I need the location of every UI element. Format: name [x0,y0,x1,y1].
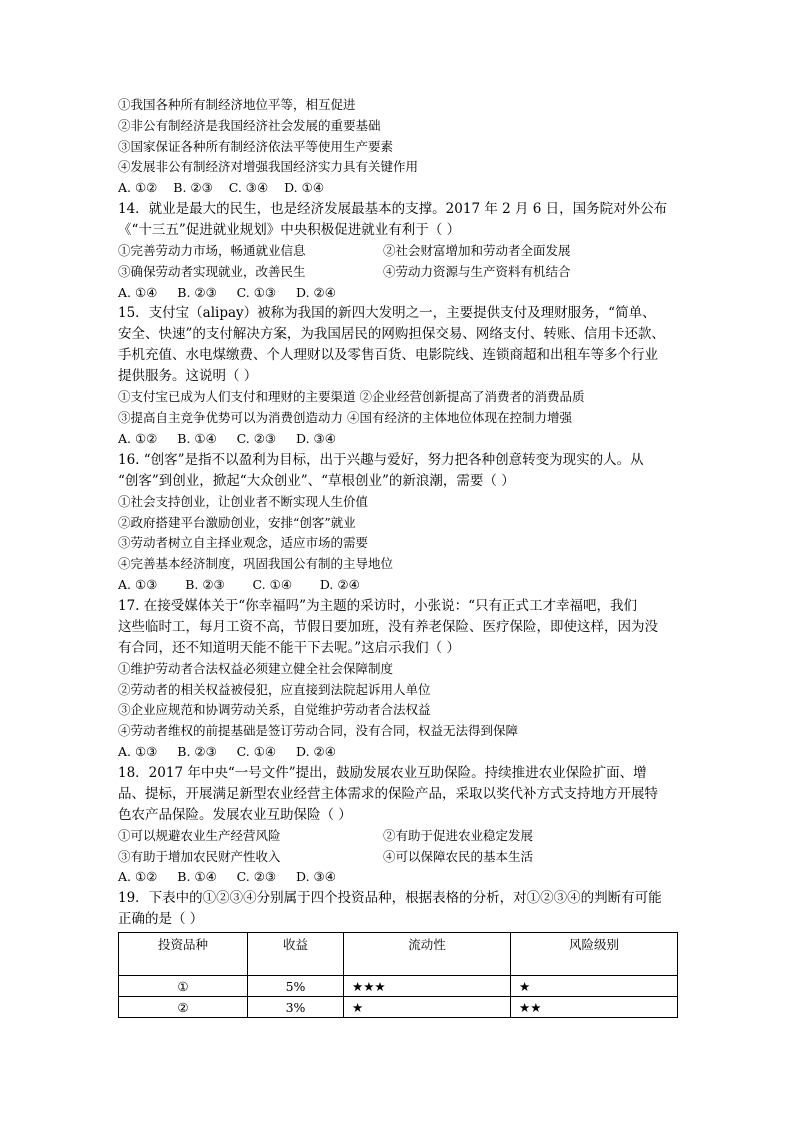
table-row [119,997,678,1018]
q14-stem-line-1: 14．就业是最大的民生，也是经济发展最基本的支撑。2017 年 2 月 6 日，国务院对外公布 [118,200,668,217]
q14-item-2: ②社会财富增加和劳动者全面发展 [383,242,571,258]
q15-stem-line-1: 15．支付宝（alipay）被称为我国的新四大发明之一，主要提供支付及理财服务，“简单、 [118,305,656,322]
q18-stem-line-2: 品、提标，开展满足新型农业经营主体需求的保险产品，采取以奖代补方式支持地方开展特 [118,785,658,802]
table-header-cell: 收益 [248,933,344,976]
table-cell: 3% [248,997,344,1018]
table-header-row [119,933,678,976]
q18-item-1: ①可以规避农业生产经营风险 [118,827,281,843]
q14-stem-line-2: 《“十三五”促进就业规划》中央积极促进就业有利于（ ） [118,221,461,238]
q15-items-row-1: ①支付宝已成为人们支付和理财的主要渠道 ②企业经营创新提高了消费者的消费品质 [118,389,585,405]
q19-stem-line-2: 正确的是（ ） [118,911,204,928]
q18-item-2: ②有助于促进农业稳定发展 [383,827,534,843]
q13-item-2: ②非公有制经济是我国经济社会发展的重要基础 [118,117,381,133]
q16-stem-line-2: “创客”到创业，掀起“大众创业”、“草根创业”的新浪潮，需要（ ） [118,472,515,489]
table-cell: ★ [511,976,678,997]
q16-item-4: ④完善基本经济制度，巩固我国公有制的主导地位 [118,556,394,572]
q16-item-3: ③劳动者树立自主择业观念，适应市场的需要 [118,535,369,551]
q14-item-1: ①完善劳动力市场，畅通就业信息 [118,242,306,258]
q16-stem-line-1: 16. “创客”是指不以盈利为目标，出于兴趣与爱好，努力把各种创意转变为现实的人。从 [118,451,644,468]
q13-options: A. ①② B. ②③ C. ③④ D. ①④ [118,180,325,196]
q14-item-3: ③确保劳动者实现就业，改善民生 [118,263,306,279]
table-row [119,976,678,997]
table-header-cell: 流动性 [344,933,511,976]
table-header-cell: 风险级别 [511,933,678,976]
q17-stem-line-1: 17. 在接受媒体关于“你幸福吗”为主题的采访时，小张说：“只有正式工才幸福吧，我们 [118,597,637,614]
q13-item-3: ③国家保证各种所有制经济依法平等使用生产要素 [118,138,394,154]
q18-items-row-1 [118,826,678,847]
q16-item-1: ①社会支持创业，让创业者不断实现人生价值 [118,493,369,509]
table-cell: ② [119,997,248,1018]
q18-item-4: ④可以保障农民的基本生活 [383,848,534,864]
q16-options: A. ①③ B. ②③ C. ①④ D. ②④ [118,576,360,592]
q13-item-4: ④发展非公有制经济对增强我国经济实力具有关键作用 [118,159,419,175]
q15-options: A. ①② B. ①④ C. ②③ D. ③④ [118,430,336,446]
exam-page [118,95,678,1018]
q18-item-3: ③有助于增加农民财产性收入 [118,848,281,864]
q14-items-row-1 [118,241,678,262]
q19-stem-line-1: 19．下表中的①②③④分别属于四个投资品种，根据表格的分析，对①②③④的判断有可能 [118,890,662,907]
investment-table [118,932,678,1018]
q15-items-row-2: ③提高自主竞争优势可以为消费创造动力 ④国有经济的主体地位体现在控制力增强 [118,410,572,426]
q17-item-4: ④劳动者维权的前提基础是签订劳动合同，没有合同，权益无法得到保障 [118,723,519,739]
q17-item-1: ①维护劳动者合法权益必须建立健全社会保障制度 [118,660,394,676]
table-cell: ★★ [511,997,678,1018]
q17-stem-line-3: 有合同，还不知道明天能不能干下去呢。”这启示我们（ ） [118,639,460,656]
q13-item-1: ①我国各种所有制经济地位平等，相互促进 [118,97,356,112]
q18-items-row-2 [118,847,678,868]
q14-items-row-2 [118,262,678,283]
table-cell: ① [119,976,248,997]
table-cell: 5% [248,976,344,997]
q18-stem-line-1: 18．2017 年中央“一号文件”提出，鼓励发展农业互助保险。持续推进农业保险扩面、增 [118,764,647,781]
q17-options: A. ①③ B. ②③ C. ①④ D. ②④ [118,743,336,759]
q17-stem-line-2: 这些临时工，每月工资不高，节假日要加班，没有养老保险、医疗保险，即使这样，因为没 [118,618,658,635]
q16-item-2: ②政府搭建平台激励创业，安排“创客”就业 [118,514,356,530]
q14-item-4: ④劳动力资源与生产资料有机结合 [383,263,571,279]
q14-options: A. ①④ B. ②③ C. ①③ D. ②④ [118,284,336,300]
q17-item-2: ②劳动者的相关权益被侵犯，应直接到法院起诉用人单位 [118,681,431,697]
table-header-cell: 投资品种 [119,933,248,976]
table-cell: ★ [344,997,511,1018]
q15-stem-line-2: 安全、快速”的支付解决方案，为我国居民的网购担保交易、网络支付、转账、信用卡还款、 [118,326,665,343]
q18-stem-line-3: 色农产品保险。发展农业互助保险（ ） [118,806,352,823]
q18-options: A. ①② B. ①④ C. ②③ D. ③④ [118,869,336,885]
q15-stem-line-4: 提供服务。这说明（ ） [118,368,258,385]
q17-item-3: ③企业应规范和协调劳动关系，自觉维护劳动者合法权益 [118,702,431,718]
q15-stem-line-3: 手机充值、水电煤缴费、个人理财以及零售百货、电影院线、连锁商超和出租车等多个行业 [118,347,658,364]
table-cell: ★★★ [344,976,511,997]
